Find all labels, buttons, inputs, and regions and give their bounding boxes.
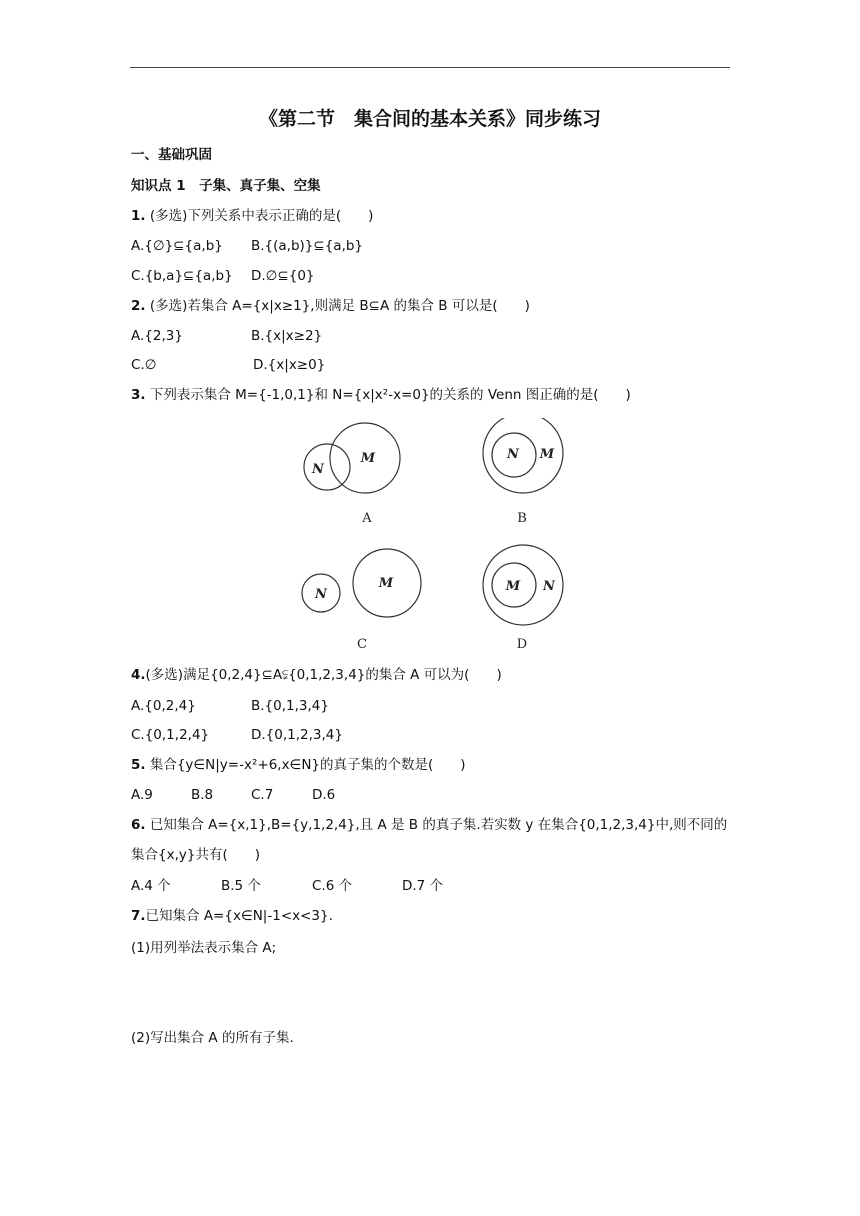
option-a: A.{∅}⊆{a,b} — [131, 238, 223, 254]
option-c: C.6 个 — [312, 878, 353, 894]
question-5 — [131, 756, 466, 774]
option-c: C.7 — [251, 787, 274, 803]
section-heading: 一、基础巩固 — [131, 147, 212, 163]
venn-d-label-m: M — [505, 579, 521, 594]
venn-a-label-m: M — [360, 451, 376, 466]
question-stem: (多选)下列关系中表示正确的是( ) — [145, 208, 374, 224]
option-c: C.∅ — [131, 357, 157, 373]
option-b: B.{0,1,3,4} — [251, 698, 329, 714]
header-rule — [130, 67, 730, 68]
option-a: A.{0,2,4} — [131, 698, 196, 714]
venn-c-label-n: N — [315, 587, 327, 602]
option-d: D.6 — [312, 787, 336, 803]
venn-b-label-m: M — [539, 447, 555, 462]
option-a: A.9 — [131, 787, 153, 803]
question-6 — [131, 810, 731, 870]
option-d: D.7 个 — [402, 878, 444, 894]
venn-a-label-n: N — [312, 462, 324, 477]
option-a: A.4 个 — [131, 878, 171, 894]
venn-d-label-n: N — [543, 579, 555, 594]
venn-caption-d: D — [516, 637, 528, 652]
knowledge-point-heading: 知识点 1 子集、真子集、空集 — [131, 178, 321, 194]
question-number: 7. — [131, 908, 146, 924]
question-2 — [131, 297, 530, 315]
option-a: A.{2,3} — [131, 328, 183, 344]
question-number: 6. — [131, 817, 146, 833]
venn-caption-b: B — [517, 511, 527, 526]
option-b: B.8 — [191, 787, 214, 803]
question-4 — [131, 666, 502, 684]
option-d: D.{0,1,2,3,4} — [251, 727, 343, 743]
option-d: D.∅⊆{0} — [251, 268, 315, 284]
venn-diagrams — [290, 418, 580, 654]
page-title: 《第二节 集合间的基本关系》同步练习 — [258, 108, 601, 130]
question-stem: 集合{y∈N|y=-x²+6,x∈N}的真子集的个数是( ) — [145, 757, 466, 773]
venn-caption-a: A — [362, 511, 372, 526]
question-3 — [131, 386, 631, 404]
question-stem: 已知集合 A={x,1},B={y,1,2,4},且 A 是 B 的真子集.若实数 y 在集合{0,1,2,3,4}中,则不同的集合{x,y}共有( ) — [131, 817, 728, 863]
option-d: D.{x|x≥0} — [253, 357, 326, 373]
venn-a-circle-n — [304, 444, 350, 490]
question-number: 2. — [131, 298, 146, 314]
question-stem: 已知集合 A={x∈N|-1<x<3}. — [145, 908, 333, 924]
question-number: 1. — [131, 208, 146, 224]
question-stem: (多选)若集合 A={x|x≥1},则满足 B⊆A 的集合 B 可以是( ) — [145, 298, 530, 314]
option-b: B.{x|x≥2} — [251, 328, 323, 344]
option-c: C.{b,a}⊆{a,b} — [131, 268, 233, 284]
question-stem: 下列表示集合 M={-1,0,1}和 N={x|x²-x=0}的关系的 Venn 图正确的是( ) — [145, 387, 631, 403]
question-stem: (多选)满足{0,2,4}⊆A⫋{0,1,2,3,4}的集合 A 可以为( ) — [145, 667, 502, 683]
question-7 — [131, 907, 333, 925]
option-c: C.{0,1,2,4} — [131, 727, 210, 743]
venn-b-label-n: N — [507, 447, 519, 462]
question-1 — [131, 207, 373, 225]
option-b: B.5 个 — [221, 878, 261, 894]
question-number: 3. — [131, 387, 146, 403]
option-b: B.{(a,b)}⊆{a,b} — [251, 238, 364, 254]
question-number: 4. — [131, 667, 146, 683]
question-number: 5. — [131, 757, 146, 773]
venn-caption-c: C — [357, 637, 367, 652]
question-7-part-1: (1)用列举法表示集合 A; — [131, 940, 277, 956]
venn-c-label-m: M — [378, 576, 394, 591]
question-7-part-2: (2)写出集合 A 的所有子集. — [131, 1030, 294, 1046]
